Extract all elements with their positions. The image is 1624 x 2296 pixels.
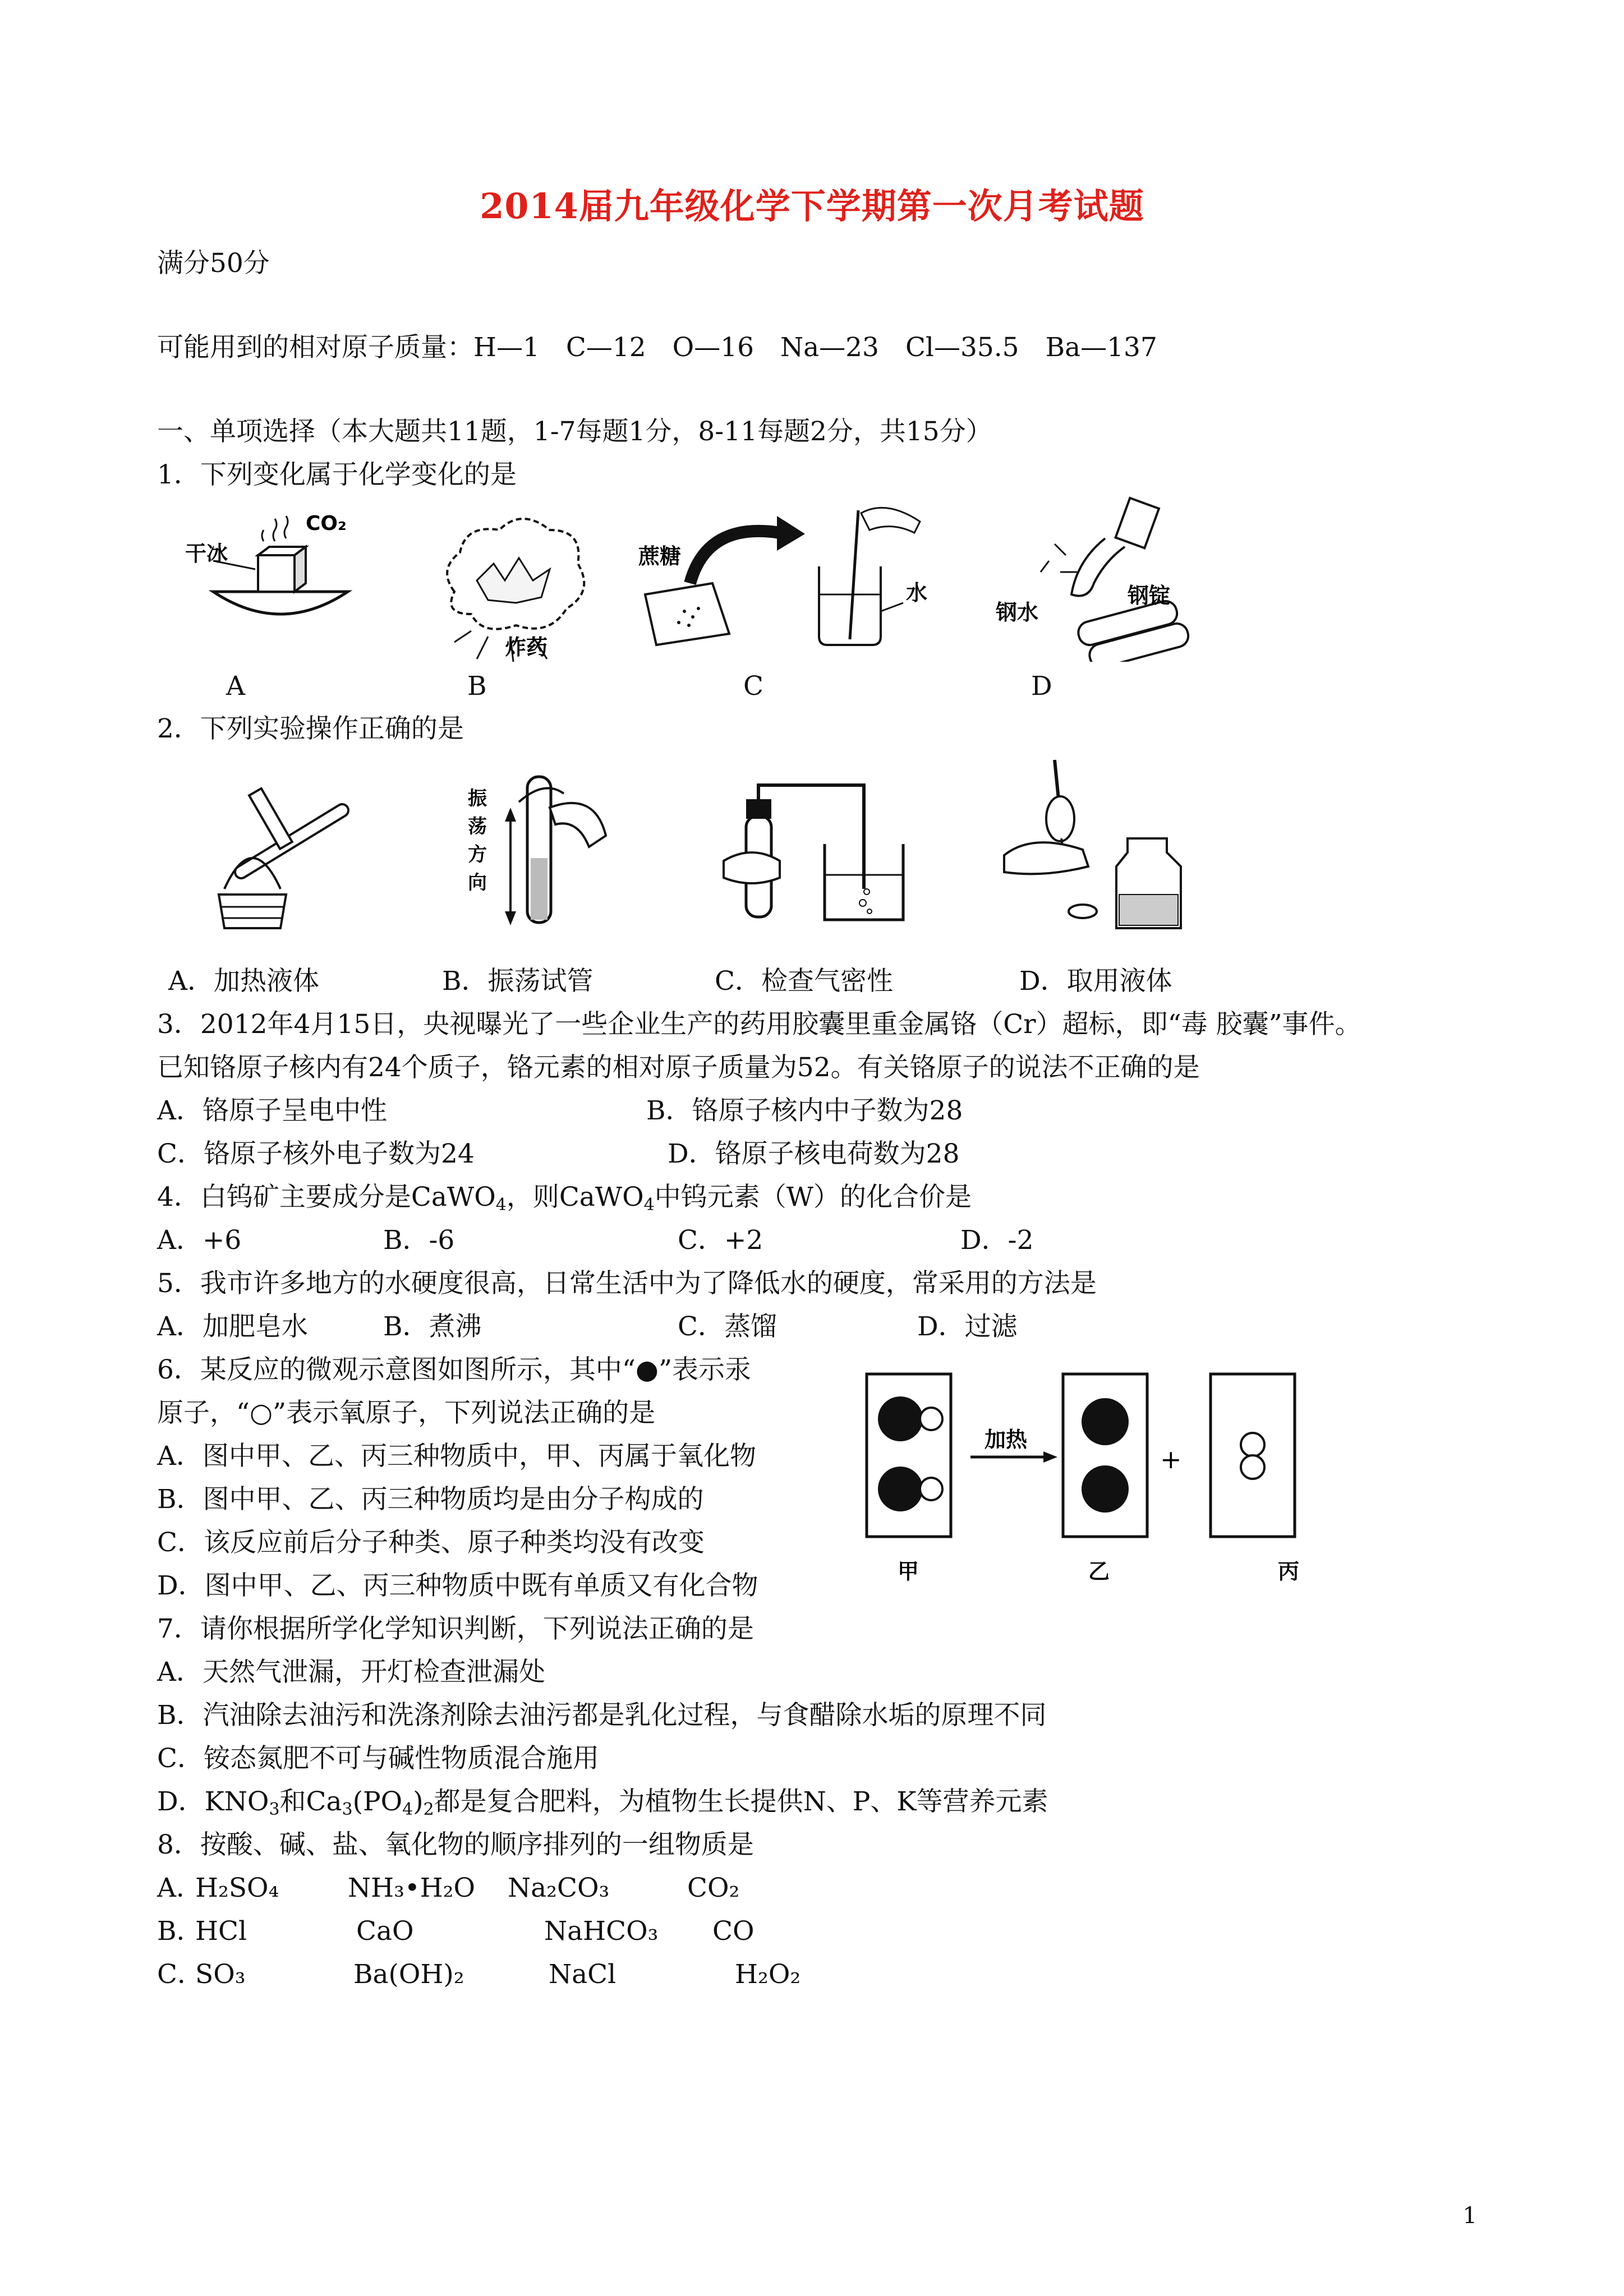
q7-d-sub: 3 [269, 1800, 280, 1819]
mercury-atom [878, 1396, 923, 1441]
q2-option-c: C．检查气密性 [715, 966, 893, 997]
reaction-diagram [858, 1368, 1419, 1604]
q4-subscript: 4 [643, 1195, 655, 1215]
oxygen-atom [920, 1478, 942, 1500]
molten-steel-label: 钢水 [996, 600, 1039, 625]
dry-ice-label: 干冰 [185, 541, 228, 566]
plus-sign: + [1160, 1444, 1182, 1474]
q8-row-b-label: B． [157, 1916, 203, 1947]
q2-option-a: A．加热液体 [168, 966, 319, 997]
water-label: 水 [906, 580, 928, 605]
q1-label-d: D [1031, 671, 1052, 702]
q8-row-b-salt: NaHCO₃ [544, 1916, 659, 1947]
question-3-stem-2: 已知铬原子核内有24个质子，铬元素的相对原子质量为52。有关铬原子的说法不正确的是 [157, 1052, 1200, 1083]
shaking-tube-figure [466, 768, 611, 931]
question-6-stem-1: 6．某反应的微观示意图如图所示，其中“●”表示汞 [157, 1354, 751, 1385]
shake-label-4: 向 [468, 872, 487, 894]
shake-label-2: 荡 [468, 815, 487, 838]
q2-option-d: D．取用液体 [1019, 966, 1172, 997]
atomic-masses: 可能用到的相对原子质量：H—1 C—12 O—16 Na—23 Cl—35.5 Ba—137 [157, 332, 1157, 363]
q1-label-a: A [226, 671, 245, 702]
box-label-bing: 丙 [1278, 1559, 1300, 1584]
q8-row-a-base: NH₃•H₂O [348, 1873, 476, 1903]
box-label-jia: 甲 [898, 1559, 919, 1584]
q8-row-a-salt: Na₂CO₃ [508, 1873, 610, 1903]
q7-option-b: B．汽油除去油污和洗涤剂除去油污都是乳化过程，与食醋除水垢的原理不同 [157, 1700, 1047, 1731]
question-7-stem: 7．请你根据所学化学知识判断，下列说法正确的是 [157, 1613, 754, 1644]
molten-steel-figure [993, 494, 1206, 662]
q8-row-c-salt: NaCl [549, 1959, 617, 1990]
q3-option-b: B．铬原子核内中子数为28 [646, 1095, 963, 1126]
q8-row-c-label: C． [157, 1959, 204, 1990]
q4-option-a: A．+6 [157, 1225, 242, 1256]
section-heading: 一、单项选择（本大题共11题，1-7每题1分，8-11每题2分，共15分） [157, 416, 992, 447]
q5-option-d: D．过滤 [917, 1311, 1018, 1342]
question-6-stem-2: 原子，“○”表示氧原子，下列说法正确的是 [157, 1398, 656, 1428]
q8-row-b-acid: HCl [195, 1916, 247, 1947]
mercury-atom [1082, 1398, 1129, 1445]
heating-liquid-figure [202, 760, 370, 934]
q4-option-c: C．+2 [678, 1225, 763, 1256]
q4-stem-part: 中钨元素（W）的化合价是 [654, 1182, 972, 1212]
question-4-stem [157, 1181, 972, 1214]
sucrose-label: 蔗糖 [638, 544, 682, 569]
dry-ice-figure [180, 508, 381, 637]
q1-label-b: B [467, 671, 487, 702]
explosive-label: 炸药 [505, 635, 548, 660]
q8-row-a-oxide: CO₂ [687, 1873, 740, 1903]
q7-d-part: 和Ca [279, 1786, 342, 1817]
oxygen-atom [1241, 1433, 1264, 1456]
question-2-stem: 2．下列实验操作正确的是 [157, 713, 464, 744]
q8-row-a-label: A． [157, 1873, 203, 1903]
steel-ingot-label: 钢锭 [1128, 583, 1171, 608]
q8-row-c-acid: SO₃ [195, 1959, 246, 1990]
sucrose-dissolve-figure [634, 499, 942, 651]
q5-option-b: B．煮沸 [383, 1311, 482, 1342]
q7-option-a: A．天然气泄漏，开灯检查泄漏处 [157, 1657, 545, 1688]
q2-option-b: B．振荡试管 [442, 966, 594, 997]
q3-option-c: C．铬原子核外电子数为24 [157, 1138, 475, 1169]
q4-option-d: D．-2 [960, 1225, 1034, 1256]
page-number: 1 [1462, 2203, 1477, 2229]
question-3-stem-1: 3．2012年4月15日，央视曝光了一些企业生产的药用胶囊里重金属铬（Cr）超标，即“毒 胶囊”事件。 [157, 1009, 1361, 1040]
q7-d-part: (PO [352, 1786, 403, 1817]
q4-subscript: 4 [495, 1195, 507, 1215]
q7-d-sub: 4 [402, 1800, 413, 1819]
q3-option-d: D．铬原子核电荷数为28 [668, 1138, 960, 1169]
q7-d-sub: 3 [342, 1800, 353, 1819]
q7-d-sub: 2 [423, 1800, 434, 1819]
q4-option-b: B．-6 [383, 1225, 455, 1256]
q8-row-c-oxide: H₂O₂ [735, 1959, 801, 1990]
mercury-atom [878, 1467, 923, 1511]
question-1-stem: 1．下列变化属于化学变化的是 [157, 459, 517, 490]
dropper-figure [999, 754, 1212, 934]
full-score: 满分50分 [157, 248, 270, 279]
q8-row-c-base: Ba(OH)₂ [353, 1959, 464, 1990]
airtightness-figure [718, 777, 909, 928]
q6-option-c: C．该反应前后分子种类、原子种类均没有改变 [157, 1527, 705, 1558]
q6-option-b: B．图中甲、乙、丙三种物质均是由分子构成的 [157, 1484, 704, 1515]
mercury-atom [1082, 1465, 1129, 1513]
q4-stem-part: ，则CaWO [506, 1182, 644, 1212]
oxygen-atom [1241, 1455, 1264, 1479]
oxygen-atom [920, 1408, 942, 1430]
q7-option-d [157, 1785, 1048, 1819]
q8-row-b-oxide: CO [712, 1916, 755, 1947]
q8-row-b-base: CaO [356, 1916, 414, 1947]
q4-stem-part: 4．白钨矿主要成分是CaWO [157, 1182, 496, 1212]
q7-option-c: C．铵态氮肥不可与碱性物质混合施用 [157, 1743, 599, 1774]
q7-d-part: ) [413, 1786, 424, 1817]
page-title: 2014届九年级化学下学期第一次月考试题 [480, 186, 1144, 227]
shake-label-3: 方 [468, 843, 487, 866]
q8-row-a-acid: H₂SO₄ [195, 1873, 279, 1903]
q5-option-c: C．蒸馏 [678, 1311, 777, 1342]
q5-option-a: A．加肥皂水 [157, 1311, 308, 1342]
heat-label: 加热 [984, 1427, 1028, 1452]
question-5-stem: 5．我市许多地方的水硬度很高，日常生活中为了降低水的硬度，常采用的方法是 [157, 1268, 1097, 1299]
question-8-stem: 8．按酸、碱、盐、氧化物的顺序排列的一组物质是 [157, 1829, 754, 1860]
q1-label-c: C [743, 671, 763, 702]
co2-label: CO₂ [306, 512, 347, 535]
q6-option-d: D．图中甲、乙、丙三种物质中既有单质又有化合物 [157, 1570, 758, 1601]
q3-option-a: A．铬原子呈电中性 [157, 1095, 387, 1126]
q6-option-a: A．图中甲、乙、丙三种物质中，甲、丙属于氧化物 [157, 1441, 756, 1472]
shake-label-1: 振 [468, 787, 487, 810]
q7-d-part: 都是复合肥料，为植物生长提供N、P、K等营养元素 [434, 1786, 1048, 1817]
q7-d-part: D．KNO [157, 1786, 269, 1817]
box-label-yi: 乙 [1088, 1559, 1110, 1584]
explosion-figure [421, 502, 606, 665]
